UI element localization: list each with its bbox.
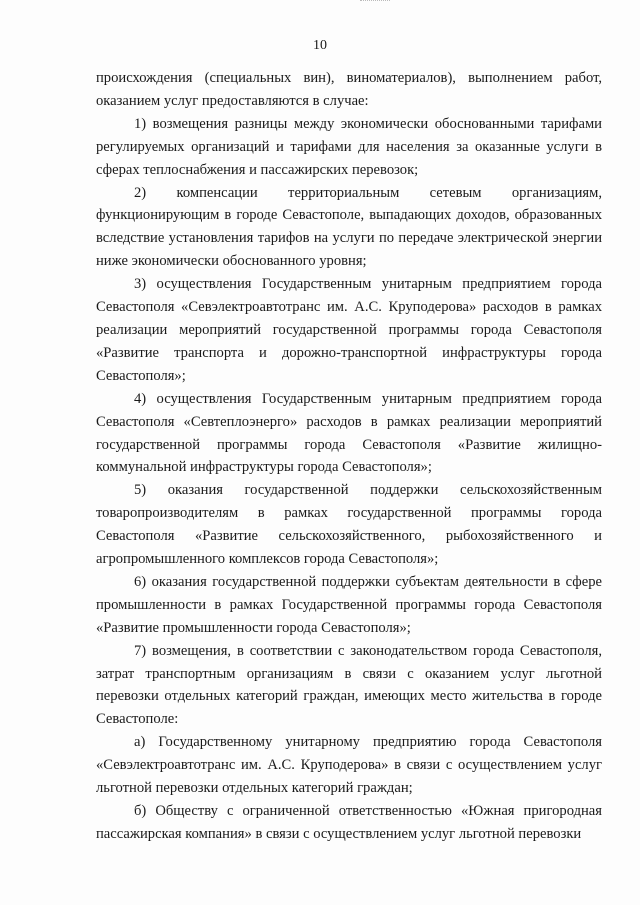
paragraph-item-3: 3) осуществления Государственным унитарным предприятием города Севастополя «Севэлектроавтотранс им. А.С. Круподерова» расходов в рамках реализации мероприятий государственной программы города Севастополя «Развитие транспорта и дорожно-транспортной инфраструктуры города Севастополя»; (96, 276, 602, 384)
paragraph-item-4: 4) осуществления Государственным унитарным предприятием города Севастополя «Севтеплоэнерго» расходов в рамках реализации мероприятий государственной программы города Севастополя «Развитие жилищно-коммунальной инфраструктуры города Севастополя»; (96, 390, 602, 476)
paragraph-item-5: 5) оказания государственной поддержки сельскохозяйственным товаропроизводителям в рамках государственной программы города Севастополя «Развитие сельскохозяйственного, рыбохозяйственного и агропромышленного комплексов города Севастополя»; (96, 482, 602, 568)
document-body (96, 67, 602, 846)
paragraph-item-7: 7) возмещения, в соответствии с законодательством города Севастополя, затрат транспортным организациям в связи с оказанием услуг льготной перевозки отдельных категорий граждан, имеющих место жительства в городе Севастополе: (96, 642, 602, 728)
paragraph-item-1: 1) возмещения разницы между экономически обоснованными тарифами регулируемых организаций и тарифами для населения за оказанные услуги в сферах теплоснабжения и пассажирских перевозок; (96, 115, 602, 178)
page-number: 10 (313, 38, 327, 53)
paragraph-subitem-a: а) Государственному унитарному предприятию города Севастополя «Севэлектроавтотранс им. А.С. Круподерова» в связи с осуществлением услуг льготной перевозки отдельных категорий граждан; (96, 734, 602, 797)
paragraph-continuation: происхождения (специальных вин), виноматериалов), выполнением работ, оказанием услуг предоставляются в случае: (96, 70, 602, 109)
paragraph-item-6: 6) оказания государственной поддержки субъектам деятельности в сфере промышленности в рамках Государственной программы города Севастополя «Развитие промышленности города Севастополя»; (96, 573, 602, 636)
scan-artifact (360, 0, 390, 3)
paragraph-item-2: 2) компенсации территориальным сетевым организациям, функционирующим в городе Севастополе, выпадающих доходов, образованных вследствие установления тарифов на услуги по передаче электрической энергии ниже экономически обоснованного уровня; (96, 184, 602, 270)
paragraph-subitem-b: б) Обществу с ограниченной ответственностью «Южная пригородная пассажирская компания» в связи с осуществлением услуг льготной перевозки (96, 803, 602, 842)
